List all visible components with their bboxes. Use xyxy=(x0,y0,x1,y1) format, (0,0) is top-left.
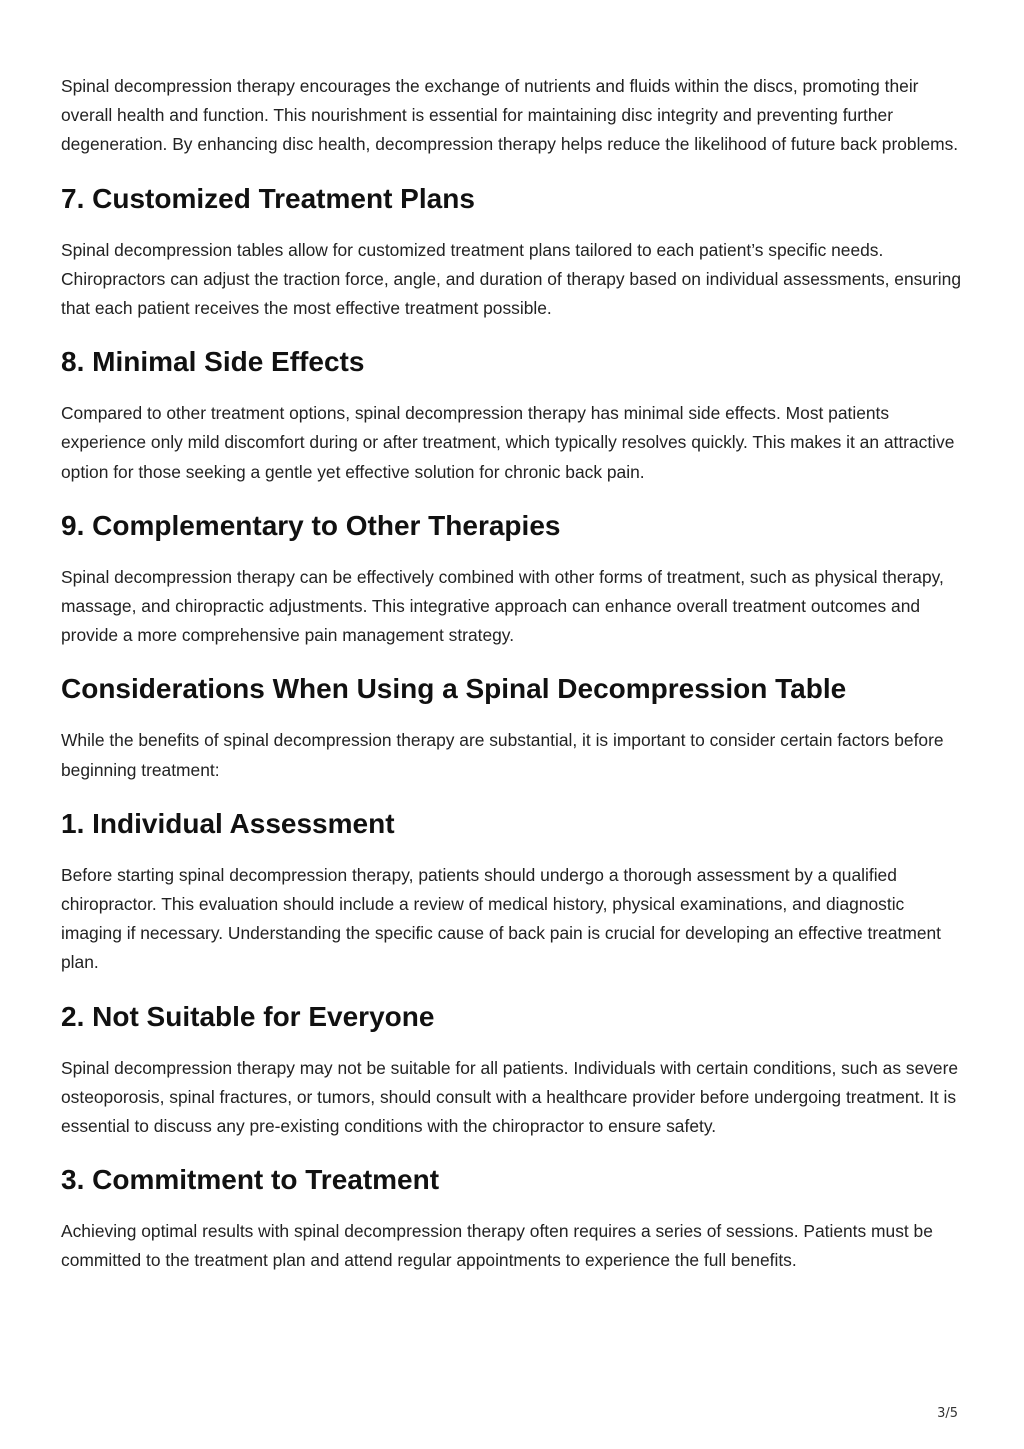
paragraph-minimal-side-effects: Compared to other treatment options, spinal decompression therapy has minimal side effects. Most patients experience only mild discomfort during or after treatment, which typically resolves quickly. This makes it an attractive option for those seeking a gentle yet effective solution for chronic back pain. xyxy=(61,403,955,482)
heading-not-suitable: 2. Not Suitable for Everyone xyxy=(61,1000,435,1032)
paragraph-not-suitable: Spinal decompression therapy may not be suitable for all patients. Individuals with certain conditions, such as severe osteoporosis, spinal fractures, or tumors, should consult with a healthcare provider before undergoing treatment. It is essential to discuss any pre-existing conditions with the chiropractor to ensure safety. xyxy=(61,1057,959,1137)
heading-commitment: 3. Commitment to Treatment xyxy=(61,1164,440,1196)
paragraph-considerations: While the benefits of spinal decompression therapy are substantial, it is important to consider certain factors before beginning treatment: xyxy=(61,730,944,780)
heading-minimal-side-effects: 8. Minimal Side Effects xyxy=(61,346,365,378)
paragraph-commitment: Achieving optimal results with spinal decompression therapy often requires a series of sessions. Patients must be committed to the treatment plan and attend regular appointments to experience the full benefits. xyxy=(61,1221,933,1271)
paragraph-complementary-therapies: Spinal decompression therapy can be effectively combined with other forms of treatment, such as physical therapy, massage, and chiropractic adjustments. This integrative approach can enhance overall treatment outcomes and provide a more comprehensive pain management strategy. xyxy=(61,566,944,646)
document-page xyxy=(61,72,966,1298)
paragraph-individual-assessment: Before starting spinal decompression therapy, patients should undergo a thorough assessment by a qualified chiropractor. This evaluation should include a review of medical history, physical examinations, and diagnostic imaging if necessary. Understanding the specific cause of back pain is crucial for developing an effective treatment plan. xyxy=(61,864,941,973)
paragraph-customized-treatment-plans: Spinal decompression tables allow for customized treatment plans tailored to each patient’s specific needs. Chiropractors can adjust the traction force, angle, and duration of therapy based on individual assessments, ensuring that each patient receives the most effective treatment possible. xyxy=(61,239,962,319)
heading-individual-assessment: 1. Individual Assessment xyxy=(61,807,395,839)
page-number: 3/5 xyxy=(937,1406,958,1421)
heading-considerations: Considerations When Using a Spinal Decompression Table xyxy=(61,673,847,705)
intro-paragraph: Spinal decompression therapy encourages the exchange of nutrients and fluids within the discs, promoting their overall health and function. This nourishment is essential for maintaining disc integrity and preventing further degeneration. By enhancing disc health, decompression therapy helps reduce the likelihood of future back problems. xyxy=(61,76,959,155)
heading-customized-treatment-plans: 7. Customized Treatment Plans xyxy=(61,182,475,214)
heading-complementary-therapies: 9. Complementary to Other Therapies xyxy=(61,509,561,541)
